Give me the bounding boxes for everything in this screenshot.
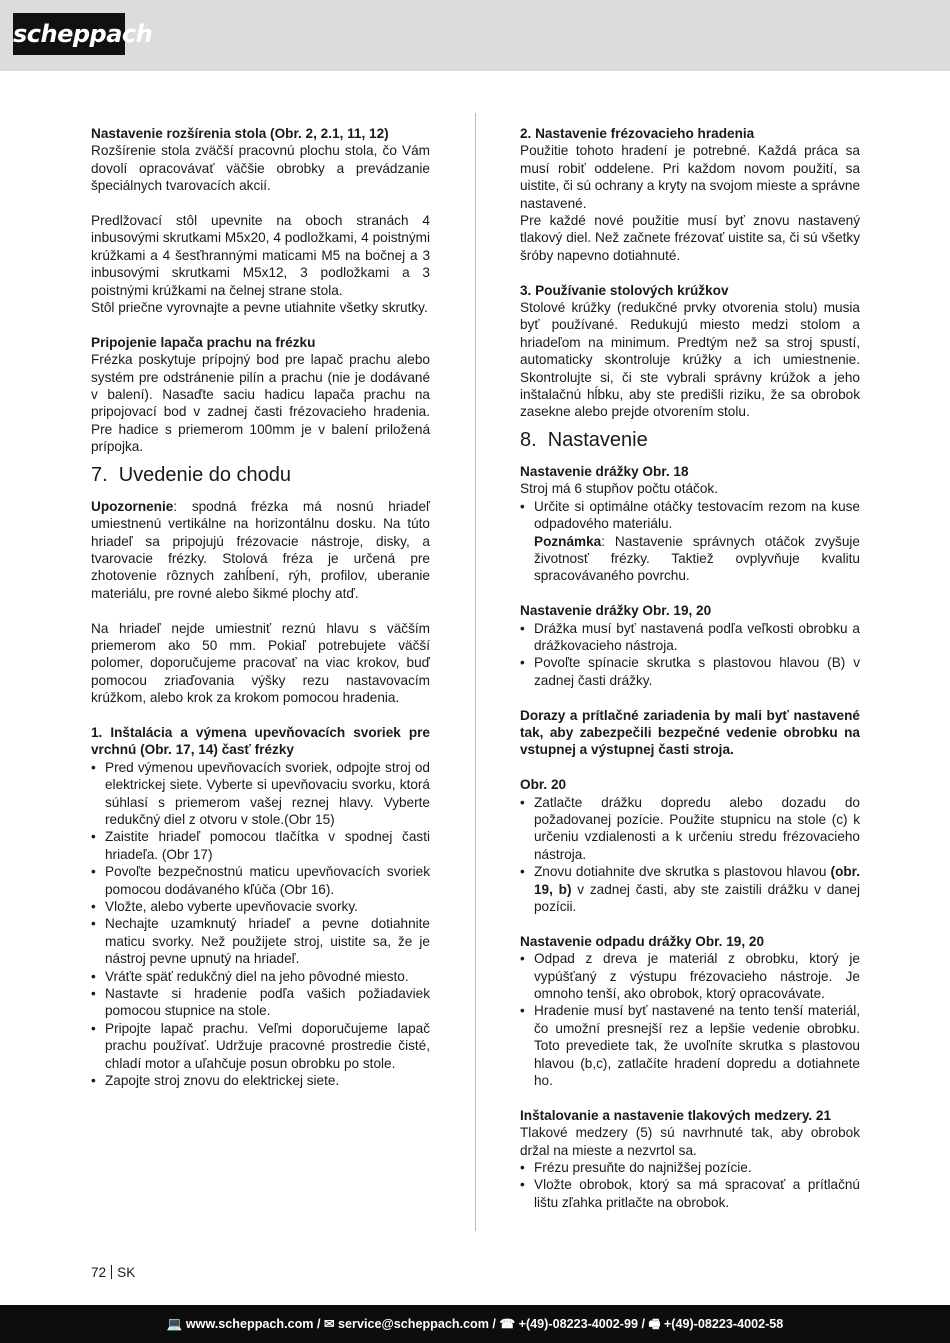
list-item: • Vložte, alebo vyberte upevňovacie svorky. <box>91 898 430 915</box>
paragraph: Rozšírenie stola zväčší pracovnú plochu stola, čo Vám dovolí opracovávať väčšie obrobky a prevádzanie špeciálnych tvarovacích akcií. <box>91 143 430 194</box>
chapter-number: 7. <box>91 463 108 486</box>
note-label: Poznámka <box>534 533 602 549</box>
section-heading: Obr. 20 <box>520 777 567 793</box>
paragraph: Frézka poskytuje prípojný bod pre lapač prachu alebo systém pre odstránenie pilín a prachu (nie je dodávané v balení). Nasaďte saciu hadicu lapača prachu na pripojovací bod v zadnej časti frézovacieho hradenia. Pre hadice s priemerom 100mm je v balení priložená prípojka. <box>91 352 430 455</box>
paragraph: Stroj má 6 stupňov počtu otáčok. <box>520 481 718 497</box>
list-item: • Znovu dotiahnite dve skrutka s plastovou hlavou (obr. 19, b) v zadnej časti, aby ste zaistili drážku v danej pozícii. <box>520 863 860 915</box>
bullet-list <box>520 950 860 1089</box>
list-item: • Zapojte stroj znovu do elektrickej siete. <box>91 1072 430 1089</box>
language-code: SK <box>117 1265 136 1280</box>
paragraph: Pre každé nové použitie musí byť znovu nastavený tlakový diel. Než začnete frézovať uistite sa, či sú všetky šróby napevno dotiahnuté. <box>520 213 860 263</box>
paragraph: Použitie tohoto hradení je potrebné. Každá práca sa musí robiť oddelene. Pri každom novom použití, sa uistite, či sú ochrany a kryty na svojom mieste a správne nastavené. <box>520 143 860 211</box>
section-heading: Nastavenie drážky Obr. 18 <box>520 463 689 479</box>
phone-icon: ☎ <box>499 1317 516 1331</box>
section-heading: 1. Inštalácia a výmena upevňovacích svoriek pre vrchnú (Obr. 17, 14) časť frézky <box>91 724 430 758</box>
list-item: • Hradenie musí byť nastavené na tento tenší materiál, čo umožní presnejší rez a lepšie vedenie obrobku. Toto prevediete tak, že uvoľníte skrutka s plastovou hlavou (b,c), zatlačíte hradení dopredu a dotiahnete ho. <box>520 1002 860 1089</box>
list-item: • Nechajte uzamknutý hriadeľ a pevne dotiahnite maticu svorky. Než použijete stroj, uistite sa, že je nástroj pevne upnutý na hriadeľ. <box>91 915 430 967</box>
section-heading: 2. Nastavenie frézovacieho hradenia <box>520 126 755 141</box>
list-item: • Drážka musí byť nastavená podľa veľkosti obrobku a drážkovacieho nástroja. <box>520 620 860 655</box>
list-item: • Povoľte bezpečnostnú maticu upevňovacích svoriek pomocou dodávaného kľúča (Obr 16). <box>91 863 430 898</box>
section-heading: Inštalovanie a nastavenie tlakových medzery. 21 <box>520 1107 832 1123</box>
paragraph: Upozornenie: spodná frézka má nosnú hriadeľ umiestnenú vertikálne na horizontálnu dosku. Na túto hriadeľ sa pripojujú frézovacie nástroje, disky, a tvarovacie frézky. Stolová fréza je určená pre zhotovenie rôznych zahĺbení, rýh, profilov, uberanie materiálu, pre rovné alebo šikmé plochy atď. <box>91 498 430 601</box>
bullet-list <box>520 620 860 690</box>
right-column <box>520 125 860 1211</box>
list-item: • Zaistite hriadeľ pomocou tlačítka v spodnej časti hriadeľa. (Obr 17) <box>91 828 430 863</box>
list-item: • Pred výmenou upevňovacích svoriek, odpojte stroj od elektrickej siete. Vyberte si upevňovaciu svorku, ktorá súhlasí s priemerom vašej reznej hlavy. Vyberte redukčný diel z otvoru v stole.(Obr 15) <box>91 759 430 829</box>
email-link[interactable]: service@scheppach.com <box>338 1317 489 1331</box>
list-item: • Určite si optimálne otáčky testovacím rezom na kuse odpadového materiálu. Poznámka: Nastavenie správnych otáčok zvyšuje životnosť frézky. Taktiež ovplyvňuje kvalitu spracovávaného povrchu. <box>520 498 860 585</box>
phone-number: +(49)-08223-4002-99 <box>518 1317 639 1331</box>
list-item: • Vráťte späť redukčný diel na jeho pôvodné miesto. <box>91 968 430 985</box>
page-header <box>0 0 950 71</box>
paragraph: Na hriadeľ nejde umiestniť reznú hlavu s väčším priemerom ako 50 mm. Pokiaľ potrebujete väčší polomer, doporučujeme pracovať na viac krokov, buď pomocou zriaďovania výšky rezu nastavovacím krúžkom, alebo krok za krokom pomocou hradenia. <box>91 620 430 706</box>
bullet-list <box>520 794 860 916</box>
list-item: • Frézu presuňte do najnižšej pozície. <box>520 1159 860 1176</box>
section-heading: Nastavenie rozšírenia stola (Obr. 2, 2.1, 11, 12) <box>91 126 389 141</box>
column-divider <box>475 113 476 1231</box>
list-item: • Nastavte si hradenie podľa vašich požiadaviek pomocou stupnice na stole. <box>91 985 430 1020</box>
mail-icon: ✉ <box>323 1317 335 1331</box>
section-heading: 3. Používanie stolových krúžkov <box>520 282 729 298</box>
paragraph: Predlžovací stôl upevnite na oboch stranách 4 inbusovými skrutkami M5x20, 4 podložkami, 4 poistnými krúžkami a 4 šesťhrannými maticami M5 na bočnej a 3 inbusovými skrutkami M5x12, 3 podložkami a 3 poistnými krúžkami na čelnej strane stola. <box>91 213 430 298</box>
bullet-list <box>91 759 430 1090</box>
page-footer: 💻 www.scheppach.com / ✉ service@scheppach.com / ☎ +(49)-08223-4002-99 / 🖷 +(49)-08223-4002-58 <box>0 1305 950 1343</box>
chapter-title: Nastavenie <box>547 428 648 451</box>
list-item: • Pripojte lapač prachu. Veľmi doporučujeme lapač prachu používať. Udržuje pracovné prostredie čisté, chladí motor a uľahčuje posun obrobku po stole. <box>91 1020 430 1072</box>
fax-icon: 🖷 <box>648 1317 661 1331</box>
section-heading: Nastavenie odpadu drážky Obr. 19, 20 <box>520 933 765 949</box>
left-column <box>91 125 430 1089</box>
paragraph: Tlakové medzery (5) sú navrhnuté tak, aby obrobok držal na mieste a nezvrtol sa. <box>520 1125 860 1158</box>
list-item: • Zatlačte drážku dopredu alebo dozadu do požadovanej pozície. Použite stupnicu na stole (c) k určeniu vzdialenosti a k určeniu stredu frézovacieho nástroja. <box>520 794 860 864</box>
warning-label: Upozornenie <box>91 498 174 514</box>
section-heading: Nastavenie drážky Obr. 19, 20 <box>520 603 712 619</box>
bold-paragraph: Dorazy a prítlačné zariadenia by mali byť nastavené tak, aby zabezpečili bezpečné vedenie obrobku na vstupnej a výstupnej časti stroja. <box>520 707 860 758</box>
computer-icon: 💻 <box>166 1317 183 1331</box>
list-item: • Odpad z dreva je materiál z obrobku, ktorý je vypúšťaný z výstupu frézovacieho nástroje. Je omnoho tenší, ako obrobok, ktorý opracovávate. <box>520 950 860 1002</box>
section-heading: Pripojenie lapača prachu na frézku <box>91 334 316 350</box>
list-item: • Povoľte spínacie skrutka s plastovou hlavou (B) v zadnej časti drážky. <box>520 654 860 689</box>
chapter-heading-8 <box>520 428 860 452</box>
page-number: 72 SK <box>91 1265 136 1280</box>
chapter-heading-7 <box>91 463 430 487</box>
fax-number: +(49)-08223-4002-58 <box>663 1317 784 1331</box>
paragraph: Stolové krúžky (redukčné prvky otvorenia stolu) musia byť používané. Redukujú miesto medzi stolom a hriadeľom na minimum. Predtým než sa stroj spustí, automaticky skontroluje krúžky a ich umiestnenie. Skontrolujte si, či ste vybrali správny krúžok a jeho inštalačnú hĺbku, aby ste predišli riziku, že sa obrobok zasekne alebo prejde otvorením stolu. <box>520 300 860 420</box>
bullet-list <box>520 1159 860 1211</box>
scheppach-logo: scheppach <box>13 13 125 55</box>
chapter-title: Uvedenie do chodu <box>118 463 292 486</box>
paragraph: Stôl priečne vyrovnajte a pevne utiahnite všetky skrutky. <box>91 300 428 316</box>
chapter-number: 8. <box>520 428 537 451</box>
list-item: • Vložte obrobok, ktorý sa má spracovať a prítlačnú lištu zľahka pritlačte na obrobok. <box>520 1176 860 1211</box>
bullet-list <box>520 498 860 585</box>
website-link[interactable]: www.scheppach.com <box>185 1317 314 1331</box>
